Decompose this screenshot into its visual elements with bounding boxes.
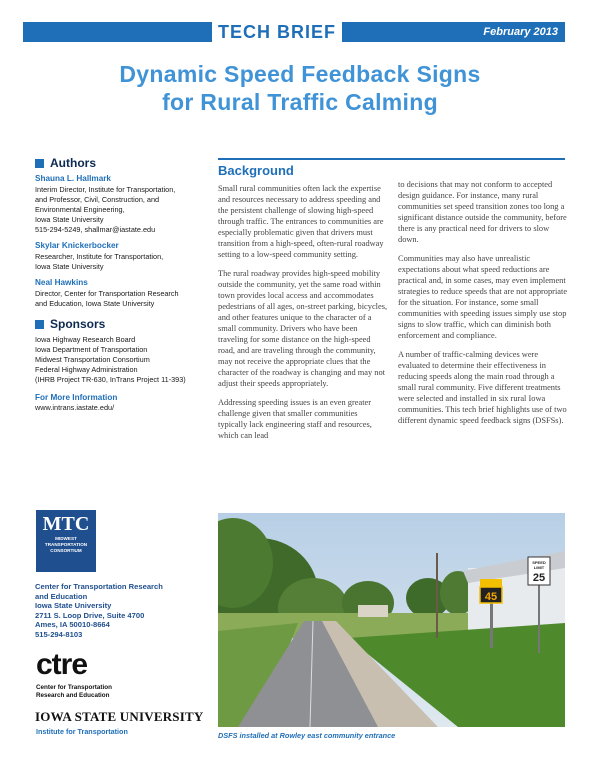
issue-date: February 2013 [483,26,558,38]
address-line: Center for Transportation Research [35,582,163,591]
sponsor-item: Federal Highway Administration [35,365,138,374]
more-info-heading: For More Information [35,393,118,402]
author-name: Shauna L. Hallmark [35,174,111,183]
dsfs-header [480,579,502,587]
sponsors-heading [35,319,205,329]
author-name: Neal Hawkins [35,278,88,287]
address-line: 515-294-8103 [35,629,83,639]
authors-heading [35,158,205,168]
background-column-1 [218,183,388,449]
ctre-logo-caption [36,684,112,700]
isu-logo: IOWA STATE UNIVERSITY [35,709,204,724]
utility-pole [436,553,438,638]
authors-list [35,174,205,309]
paragraph: Small rural communities often lack the expertise and resources necessary to address speeding and the persistent challenge of slowing high-speed through traffic. The entrances to communities are especially problematic given that drivers must transition from a high-speed, often-rural roadway setting to a low-speed community setting. [218,184,384,259]
square-bullet-icon [35,159,44,168]
sponsor-item: (IHRB Project TR-630, InTrans Project 11-393) [35,375,186,384]
author-detail: Iowa State University [35,215,104,224]
isu-institute: Institute for Transportation [36,727,128,736]
mtc-line: MIDWEST [55,536,77,541]
ctre-caption-line: Center for Transportation [36,684,112,691]
authors-heading-text: Authors [50,156,96,170]
author-detail: Interim Director, Institute for Transportation, [35,185,176,194]
address-line: Ames, IA 50010-8664 [35,620,110,629]
sidebar [35,158,205,413]
sponsor-item: Iowa Department of Transportation [35,345,148,354]
address-line: Iowa State University [35,601,112,610]
ctre-caption-line: Research and Education [36,692,110,699]
mtc-abbr: MTC [42,513,90,535]
sponsors-heading-text: Sponsors [50,317,106,331]
mtc-logo [36,510,96,572]
paragraph: The rural roadway provides high-speed mobility outside the community, yet the same road within town provides local access and accommodates pedestrians of all ages, on-street parking, bicycles, and other features unique to the character of a small community. Drivers who have been traveling for some distance on the high-speed road, and are traveling through the community, may not receive the appropriate clues that the character of the roadway is changing and may not adjust their speeds appropriately. [218,269,388,388]
author-contact[interactable]: 515-294-5249, shallmar@iastate.edu [35,225,156,234]
author-detail: Environmental Engineering, [35,205,125,214]
background-column-2 [398,179,568,434]
sponsor-item: Midwest Transportation Consortium [35,355,150,364]
more-info-link[interactable]: www.intrans.iastate.edu/ [35,403,115,412]
photo-caption: DSFS installed at Rowley east community entrance [218,731,396,740]
paragraph: A number of traffic-calming devices were evaluated to determine their effectiveness in reducing speeds along the main road through a small rural community. Five different treatments were selected and installed in six rural Iowa communities. This tech brief highlights use of two different dynamic speed feedback signs (DSFSs). [398,350,567,425]
photo-illustration [218,513,565,727]
paragraph: Addressing speeding issues is an even greater challenge given that smaller communities typically lack engineering staff and resources, which can lead [218,398,372,440]
address-line: 2711 S. Loop Drive, Suite 4700 [35,610,145,620]
house [358,605,388,617]
background-heading: Background [218,158,565,178]
speed-limit-label: LIMIT [533,565,545,570]
paragraph: Communities may also have unrealistic expectations about what speed reductions are practical and, in some cases, may even implement strategies to reduce speeds that are not appropriate for the situation. For instance, some small communities with speeding issues simply use stop signs to slow traffic, which can diminish both enforcement and compliance. [398,254,568,340]
square-bullet-icon [35,320,44,329]
author-detail: Director, Center for Transportation Research [35,289,179,298]
author-name: Skylar Knickerbocker [35,241,119,250]
dsfs-speed-value: 45 [484,591,498,603]
author-detail: and Education, Iowa State University [35,299,155,308]
tech-brief-badge: TECH BRIEF [212,21,342,43]
speed-limit-label: SPEED [532,560,546,565]
author-detail: Iowa State University [35,262,104,271]
mtc-line: TRANSPORTATION [44,542,88,547]
document-title [20,60,580,116]
mtc-line: CONSORTIUM [50,548,82,553]
address-line: and Education [35,591,88,601]
ctre-logo: ctre [36,648,88,681]
sponsor-item: Iowa Highway Research Board [35,335,136,344]
sponsors-list [35,335,205,385]
title-line-1: Dynamic Speed Feedback Signs [119,61,481,87]
title-line-2: for Rural Traffic Calming [162,89,438,115]
author-detail: Researcher, Institute for Transportation, [35,252,164,261]
roadside-photo [218,513,565,727]
author-detail: and Professor, Civil, Construction, and [35,195,160,204]
ctre-address [35,582,163,639]
speed-limit-value: 25 [532,572,546,584]
paragraph: to decisions that may not conform to accepted design guidance. For instance, many rural communities set speed transition zones too long a significant distance outside the community, before there is any practical need for drivers to slow down. [398,180,567,244]
